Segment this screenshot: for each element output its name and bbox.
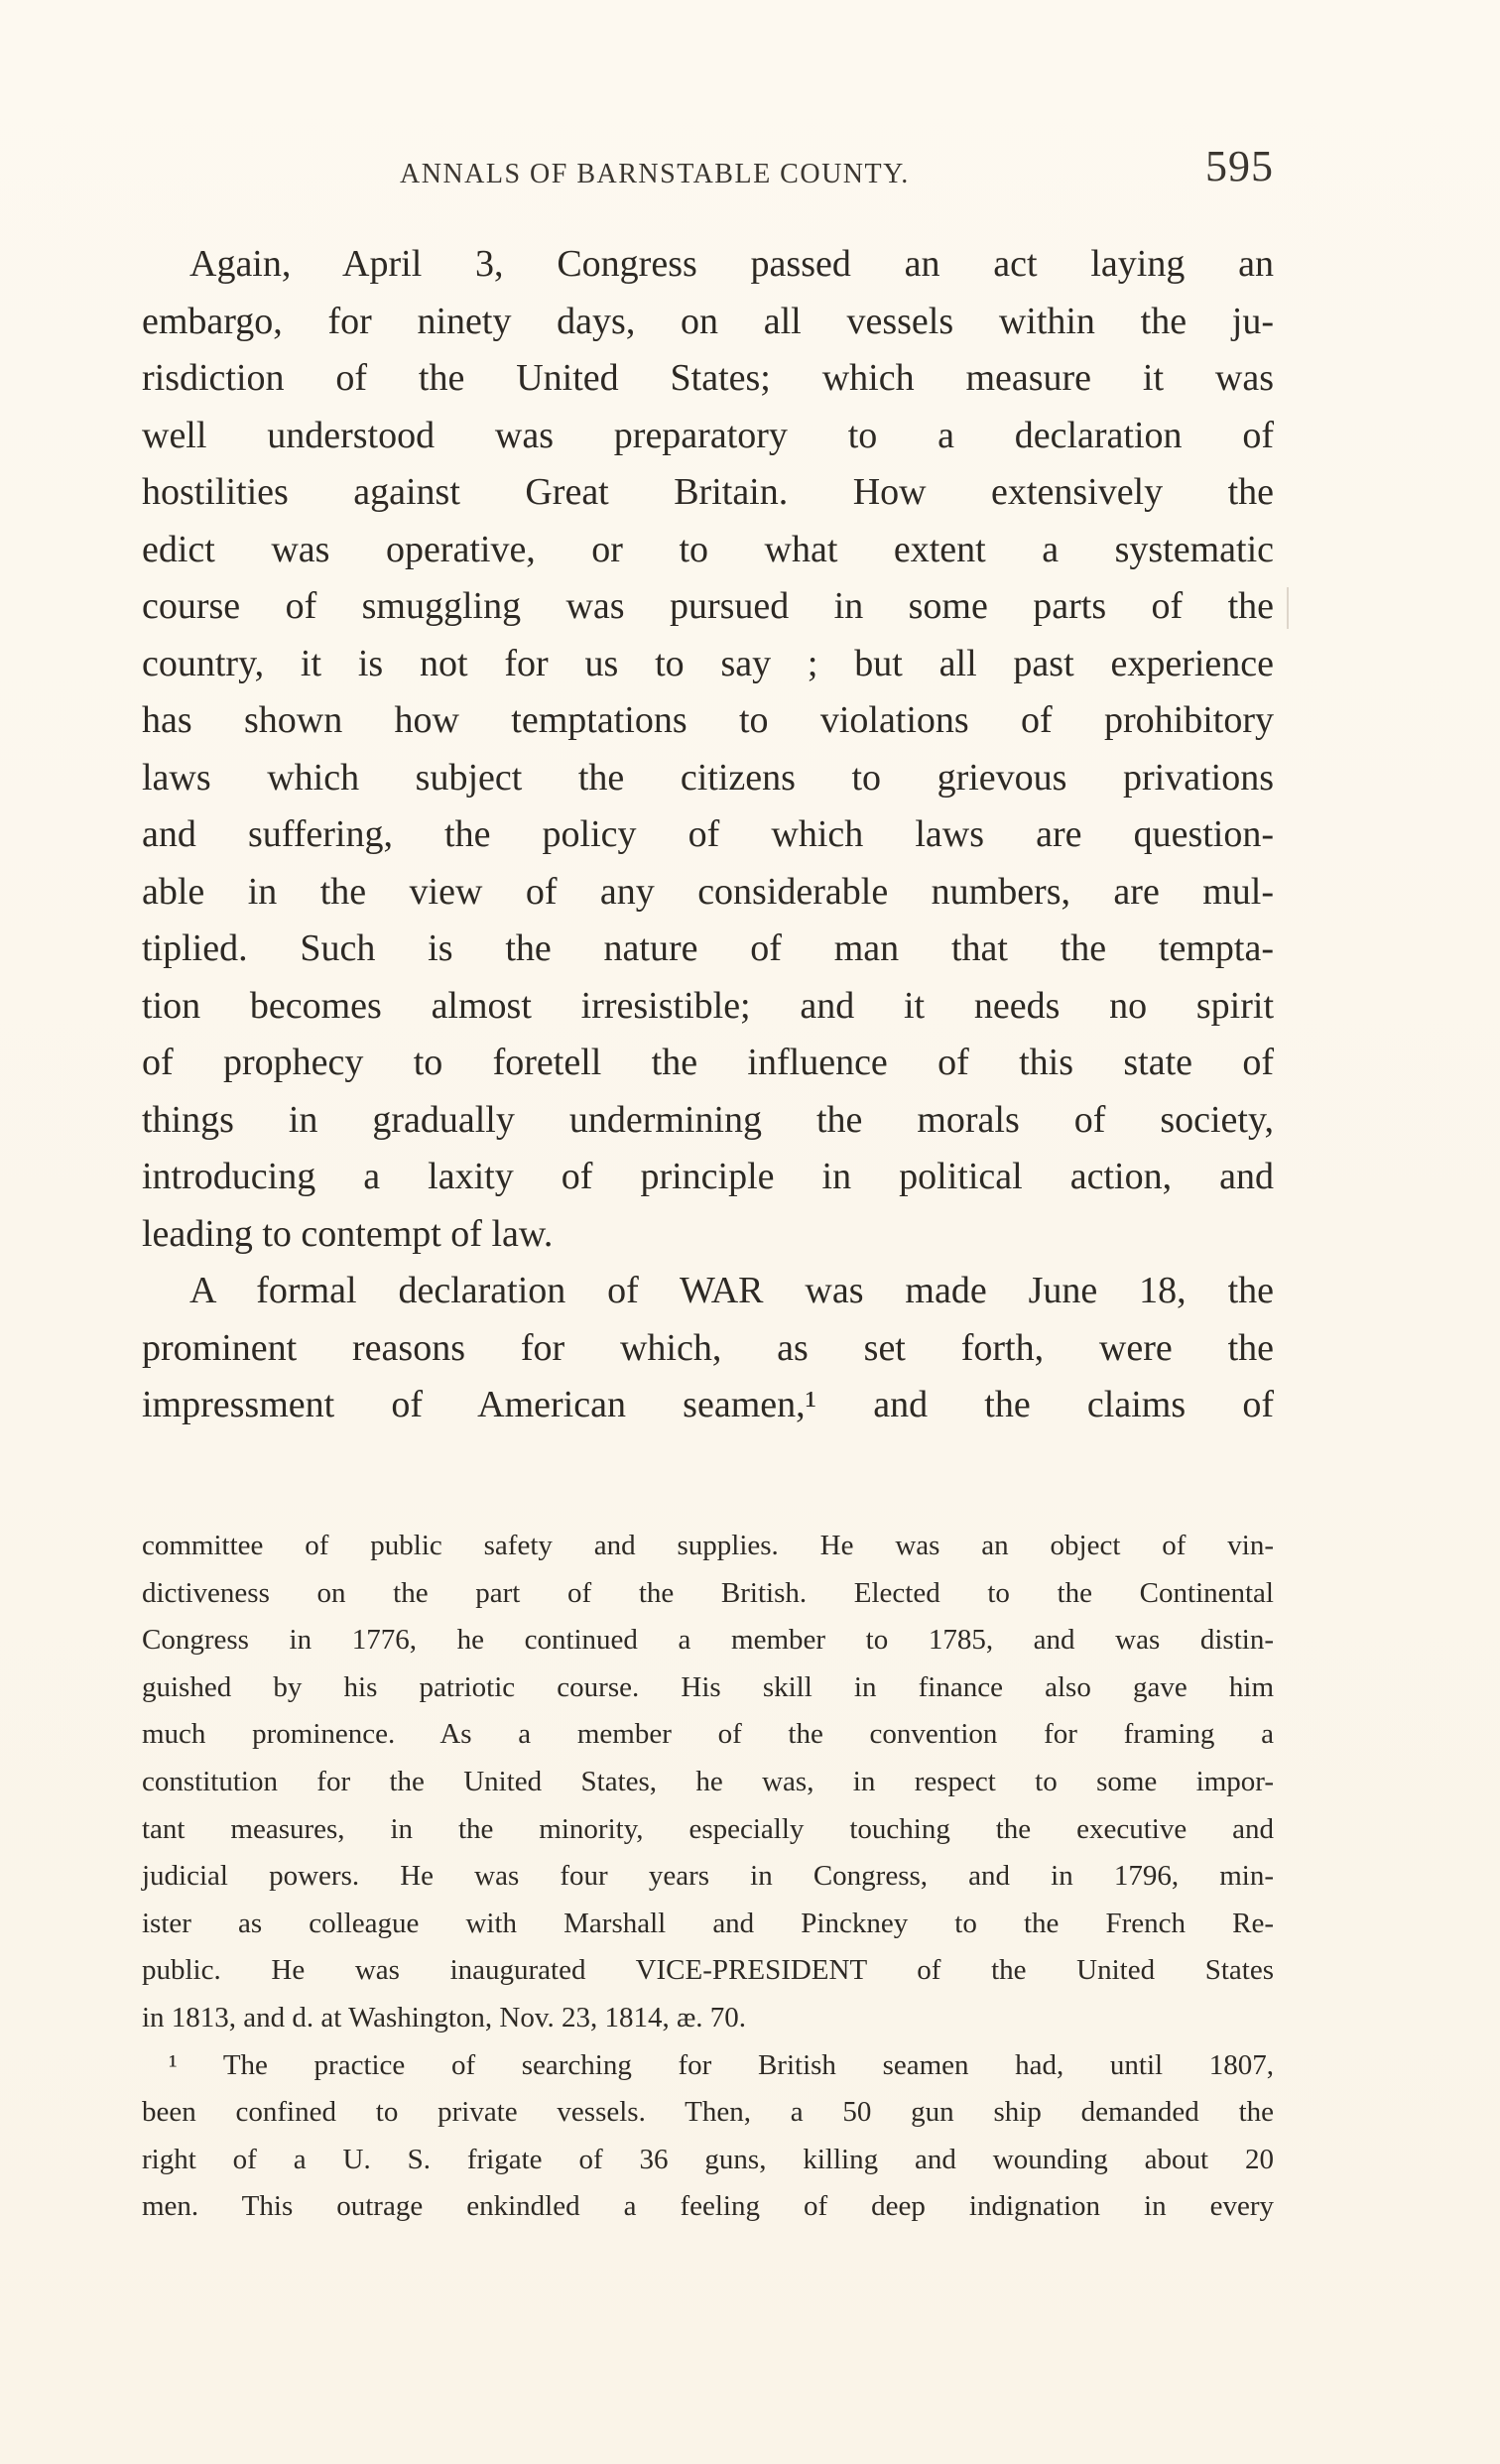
- text-line: embargo, for ninety days, on all vessels within the ju-: [142, 300, 1274, 342]
- text-line: leading to contempt of law.: [142, 1212, 554, 1255]
- page-edge-mark: [1287, 587, 1289, 629]
- text-line: country, it is not for us to say ; but all past experience: [142, 642, 1274, 684]
- text-line: and suffering, the policy of which laws are question-: [142, 813, 1274, 855]
- footnote-line: public. He was inaugurated VICE-PRESIDENT of the United States: [142, 1954, 1274, 1987]
- footnote-line: judicial powers. He was four years in Congress, and in 1796, min-: [142, 1860, 1274, 1893]
- footnote-line: guished by his patriotic course. His skill in finance also gave him: [142, 1670, 1274, 1703]
- page-header: [142, 141, 1274, 196]
- text-line: able in the view of any considerable numbers, are mul-: [142, 870, 1274, 913]
- text-line: laws which subject the citizens to grievous privations: [142, 756, 1274, 799]
- footnote-line: been confined to private vessels. Then, a 50 gun ship demanded the: [142, 2096, 1274, 2129]
- footnote-line: constitution for the United States, he was, in respect to some impor-: [142, 1765, 1274, 1797]
- text-line: hostilities against Great Britain. How extensively the: [142, 471, 1274, 513]
- footnotes: [142, 1523, 1274, 2231]
- footnote-line: ¹ The practice of searching for British seamen had, until 1807,: [169, 2048, 1274, 2081]
- footnote-line: committee of public safety and supplies. He was an object of vin-: [142, 1530, 1274, 1561]
- text-line: things in gradually undermining the morals of society,: [142, 1098, 1274, 1141]
- text-line: well understood was preparatory to a declaration of: [142, 414, 1274, 456]
- text-line: edict was operative, or to what extent a systematic: [142, 528, 1274, 570]
- footnote-line: right of a U. S. frigate of 36 guns, killing and wounding about 20: [142, 2143, 1274, 2175]
- text-line: of prophecy to foretell the influence of this state of: [142, 1042, 1274, 1083]
- footnote-line: Congress in 1776, he continued a member to 1785, and was distin-: [142, 1624, 1274, 1657]
- footnote-line: tant measures, in the minority, especially touching the executive and: [142, 1812, 1274, 1845]
- text-line: impressment of American seamen,¹ and the claims of: [142, 1384, 1274, 1425]
- footnote-line: dictiveness on the part of the British. Elected to the Continental: [142, 1576, 1274, 1609]
- footnote-line: ister as colleague with Marshall and Pinckney to the French Re-: [142, 1907, 1274, 1939]
- footnote-line: in 1813, and d. at Washington, Nov. 23, 1814, æ. 70.: [142, 2001, 747, 2033]
- text-line: risdiction of the United States; which measure it was: [142, 357, 1274, 399]
- text-line: has shown how temptations to violations of prohibitory: [142, 699, 1274, 741]
- text-line: tiplied. Such is the nature of man that the tempta-: [142, 927, 1274, 969]
- main-text: [142, 236, 1274, 1434]
- text-line: Again, April 3, Congress passed an act laying an: [189, 243, 1274, 285]
- text-line: course of smuggling was pursued in some parts of the: [142, 585, 1274, 627]
- text-line: introducing a laxity of principle in political action, and: [142, 1156, 1274, 1197]
- running-head: ANNALS OF BARNSTABLE COUNTY.: [400, 159, 910, 189]
- footnote-line: much prominence. As a member of the convention for framing a: [142, 1718, 1274, 1751]
- page-number: 595: [1205, 142, 1274, 190]
- text-line: tion becomes almost irresistible; and it needs no spirit: [142, 984, 1274, 1027]
- text-line: prominent reasons for which, as set forth, were the: [142, 1326, 1274, 1369]
- text-line: A formal declaration of WAR was made June 18, the: [189, 1270, 1274, 1311]
- footnote-line: men. This outrage enkindled a feeling of deep indignation in every: [142, 2190, 1274, 2223]
